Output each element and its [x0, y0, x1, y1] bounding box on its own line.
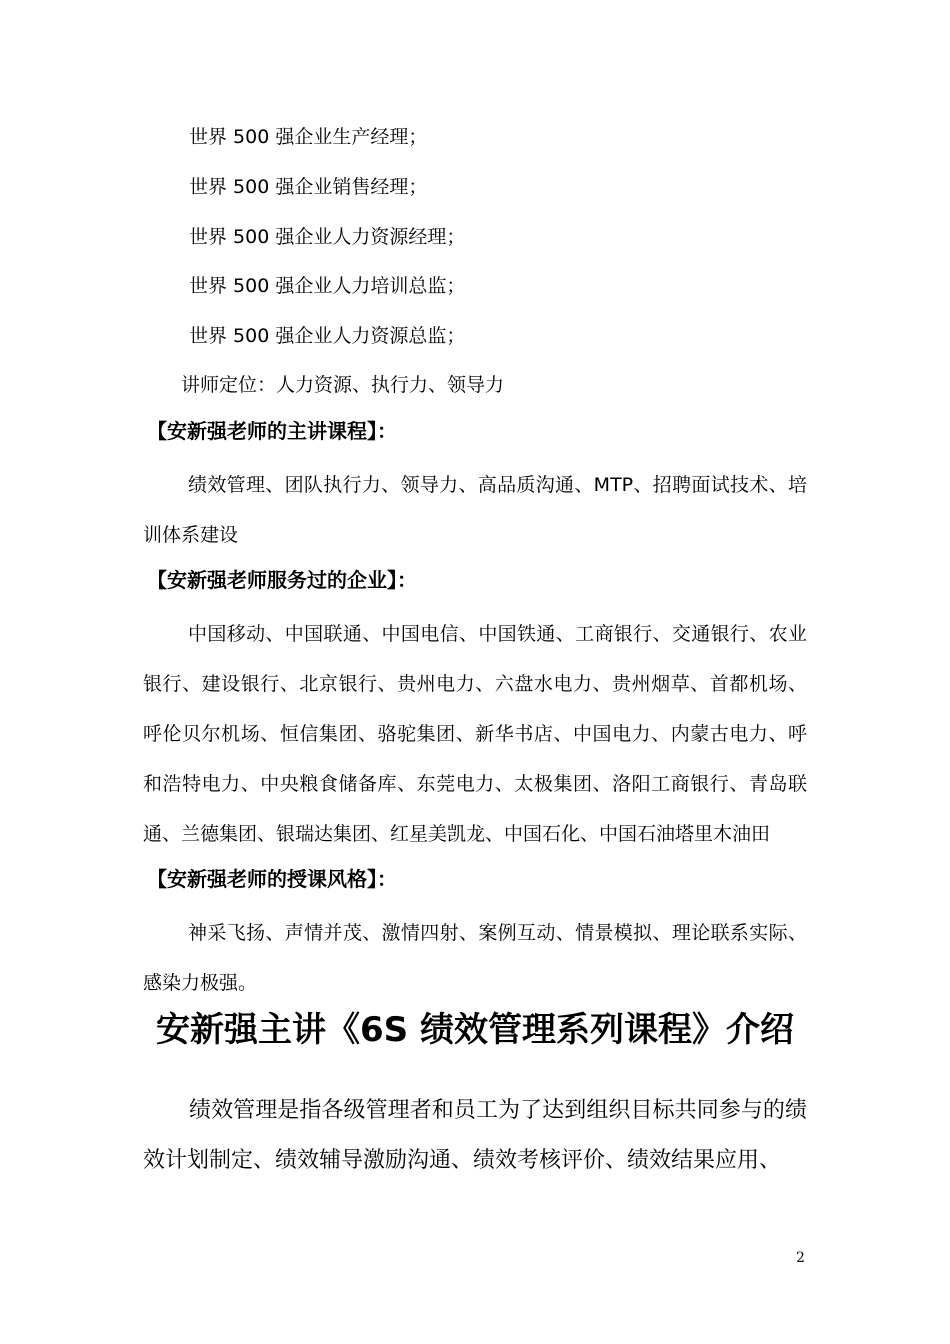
courses-heading: 【安新强老师的主讲课程】： — [147, 419, 397, 443]
credential-line: 世界 500 强企业人力资源总监； — [189, 325, 466, 347]
intro-paragraph: 绩效管理是指各级管理者和员工为了达到组织目标共同参与的绩效计划制定、绩效辅导激励沟通、绩效考核评价、绩效结果应用、 — [143, 1098, 807, 1173]
clients-heading: 【安新强老师服务过的企业】： — [147, 568, 417, 592]
page-number: 2 — [796, 1250, 805, 1266]
credential-line: 世界 500 强企业销售经理； — [189, 176, 428, 198]
clients-paragraph: 中国移动、中国联通、中国电信、中国铁通、工商银行、交通银行、农业银行、建设银行、北京银行、贵州电力、六盘水电力、贵州烟草、首都机场、呼伦贝尔机场、恒信集团、骆驼集团、新华书店、中国电力、内蒙古电力、呼和浩特电力、中央粮食储备库、东莞电力、太极集团、洛阳工商银行、青岛联通、兰德集团、银瑞达集团、红星美凯龙、中国石化、中国石油塔里木油田 — [143, 623, 807, 845]
credential-line: 世界 500 强企业人力资源经理； — [189, 226, 466, 248]
courses-paragraph: 绩效管理、团队执行力、领导力、高品质沟通、MTP、招聘面试技术、培训体系建设 — [143, 474, 807, 546]
style-paragraph: 神采飞扬、声情并茂、激情四射、案例互动、情景模拟、理论联系实际、感染力极强。 — [143, 922, 807, 994]
credential-line: 世界 500 强企业生产经理； — [189, 126, 428, 148]
credential-line: 世界 500 强企业人力培训总监； — [189, 275, 466, 297]
positioning-line: 讲师定位：人力资源、执行力、领导力 — [181, 374, 505, 396]
style-heading: 【安新强老师的授课风格】： — [147, 867, 397, 891]
section-title: 安新强主讲《6S 绩效管理系列课程》介绍 — [156, 1010, 794, 1050]
